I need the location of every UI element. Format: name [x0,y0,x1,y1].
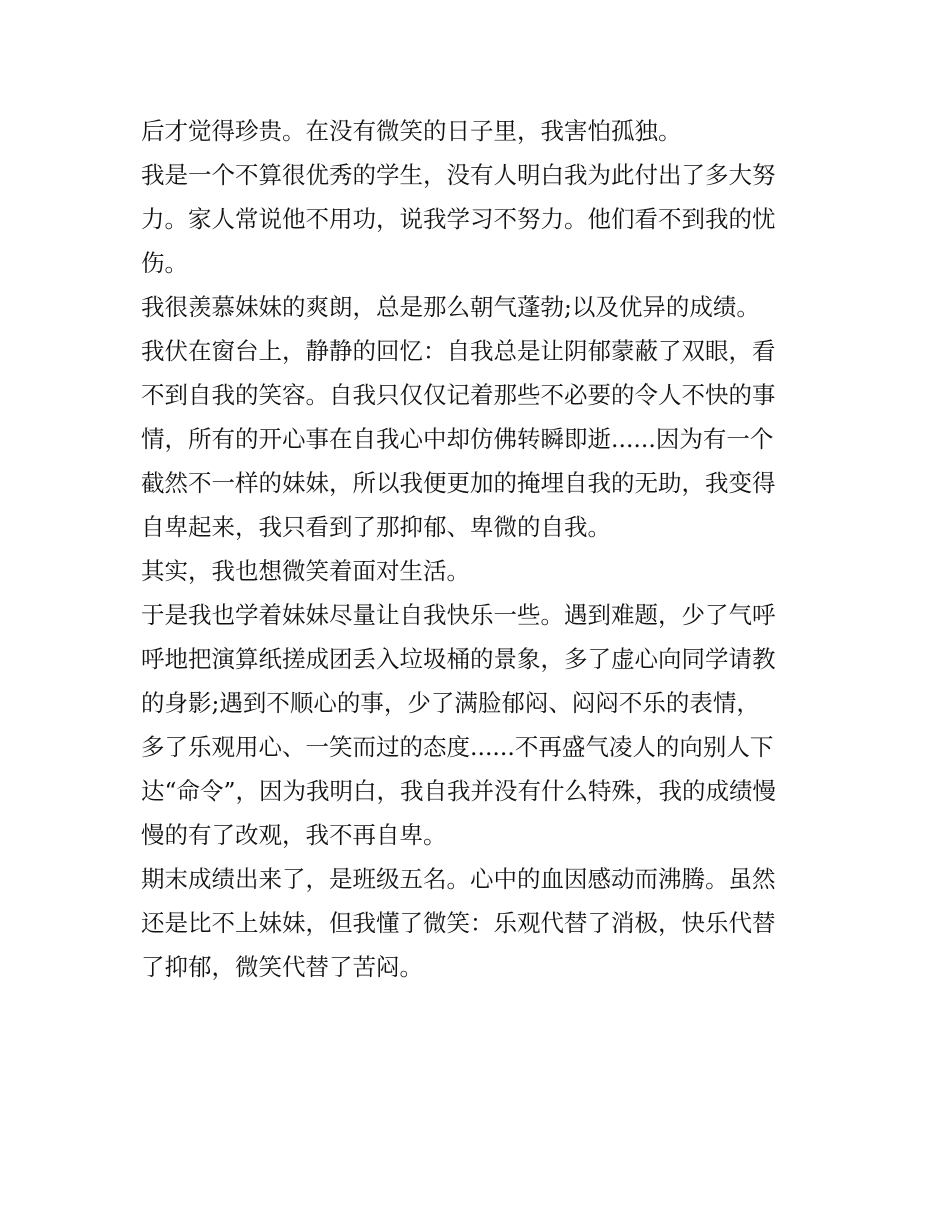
text-line: 于是我也学着妹妹尽量让自我快乐一些。遇到难题，少了气呼 [141,601,776,629]
text-line: 情，所有的开心事在自我心中却仿佛转瞬即逝......因为有一个 [141,425,774,453]
text-line: 期末成绩出来了，是班级五名。心中的血因感动而沸腾。虽然 [141,865,776,893]
text-line: 我伏在窗台上，静静的回忆：自我总是让阴郁蒙蔽了双眼，看 [141,337,776,365]
text-line: 力。家人常说他不用功，说我学习不努力。他们看不到我的忧 [141,205,776,233]
text-line: 截然不一样的妹妹，所以我便更加的掩埋自我的无助，我变得 [141,469,776,497]
text-line: 多了乐观用心、一笑而过的态度......不再盛气凌人的向别人下 [141,733,774,761]
text-line: 达“命令”，因为我明白，我自我并没有什么特殊，我的成绩慢 [141,777,777,805]
text-line: 的身影;遇到不顺心的事，少了满脸郁闷、闷闷不乐的表情， [141,689,760,717]
text-line: 后才觉得珍贵。在没有微笑的日子里，我害怕孤独。 [141,117,682,145]
text-line: 了抑郁，微笑代替了苦闷。 [141,953,423,981]
document-text [141,109,821,989]
text-line: 慢的有了改观，我不再自卑。 [141,821,447,849]
text-line: 我很羡慕妹妹的爽朗，总是那么朝气蓬勃;以及优异的成绩。 [141,293,760,321]
text-line: 我是一个不算很优秀的学生，没有人明白我为此付出了多大努 [141,161,776,189]
text-line: 不到自我的笑容。自我只仅仅记着那些不必要的令人不快的事 [141,381,776,409]
text-line: 自卑起来，我只看到了那抑郁、卑微的自我。 [141,513,611,541]
text-line: 伤。 [141,249,188,277]
text-line: 其实，我也想微笑着面对生活。 [141,557,470,585]
text-line: 呼地把演算纸搓成团丢入垃圾桶的景象，多了虚心向同学请教 [141,645,776,673]
text-line: 还是比不上妹妹，但我懂了微笑：乐观代替了消极，快乐代替 [141,909,776,937]
